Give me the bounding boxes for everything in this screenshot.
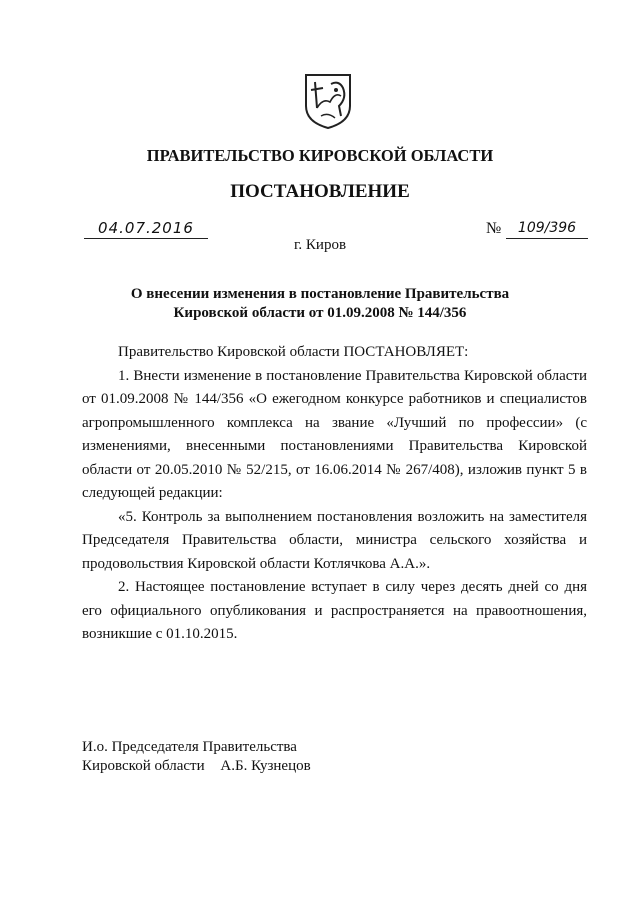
document-type: ПОСТАНОВЛЕНИЕ <box>230 181 410 202</box>
government-title: ПРАВИТЕЛЬСТВО КИРОВСКОЙ ОБЛАСТИ <box>146 146 494 165</box>
signatory-name: А.Б. Кузнецов <box>220 758 311 774</box>
subject-line-1: О внесении изменения в постановление Правительства <box>130 286 510 302</box>
document-date: 04.07.2016 <box>84 218 208 239</box>
document-subject <box>0 285 640 323</box>
subject-line-2: Кировской области от 01.09.2008 № 144/356 <box>173 305 467 321</box>
document-body <box>82 341 587 647</box>
document-number: 109/396 <box>506 218 588 239</box>
intro-paragraph: Правительство Кировской области ПОСТАНОВЛЯЕТ: <box>118 344 469 360</box>
signature-block <box>82 738 311 776</box>
city: г. Киров <box>293 237 347 253</box>
item-1-paragraph: 1. Внести изменение в постановление Правительства Кировской области от 01.09.2008 № 144/356 «О ежегодном конкурсе работников и специалистов агропромышленного комплекса на звание «Лучший по профессии» (с изменениями, внесенными постановлениями Правительства Кировской области от 20.05.2010 № 52/215, от 16.06.2014 № 267/408), изложив пункт 5 в следующей редакции: <box>82 367 587 501</box>
signature-position: И.о. Председателя Правительства <box>82 739 297 755</box>
item-2-paragraph: 2. Настоящее постановление вступает в силу через десять дней со дня его официального опубликования и распространяется на правоотношения, возникшие с 01.10.2015. <box>82 579 587 642</box>
quote-paragraph: «5. Контроль за выполнением постановления возложить на заместителя Председателя Правительства области, министра сельского хозяйства и продовольствия Кировской области Котлячкова А.А.». <box>82 508 587 572</box>
coat-of-arms-icon <box>303 72 353 130</box>
signature-region: Кировской области <box>82 758 205 774</box>
signature-line-2 <box>82 757 311 776</box>
number-label: № <box>486 220 502 237</box>
